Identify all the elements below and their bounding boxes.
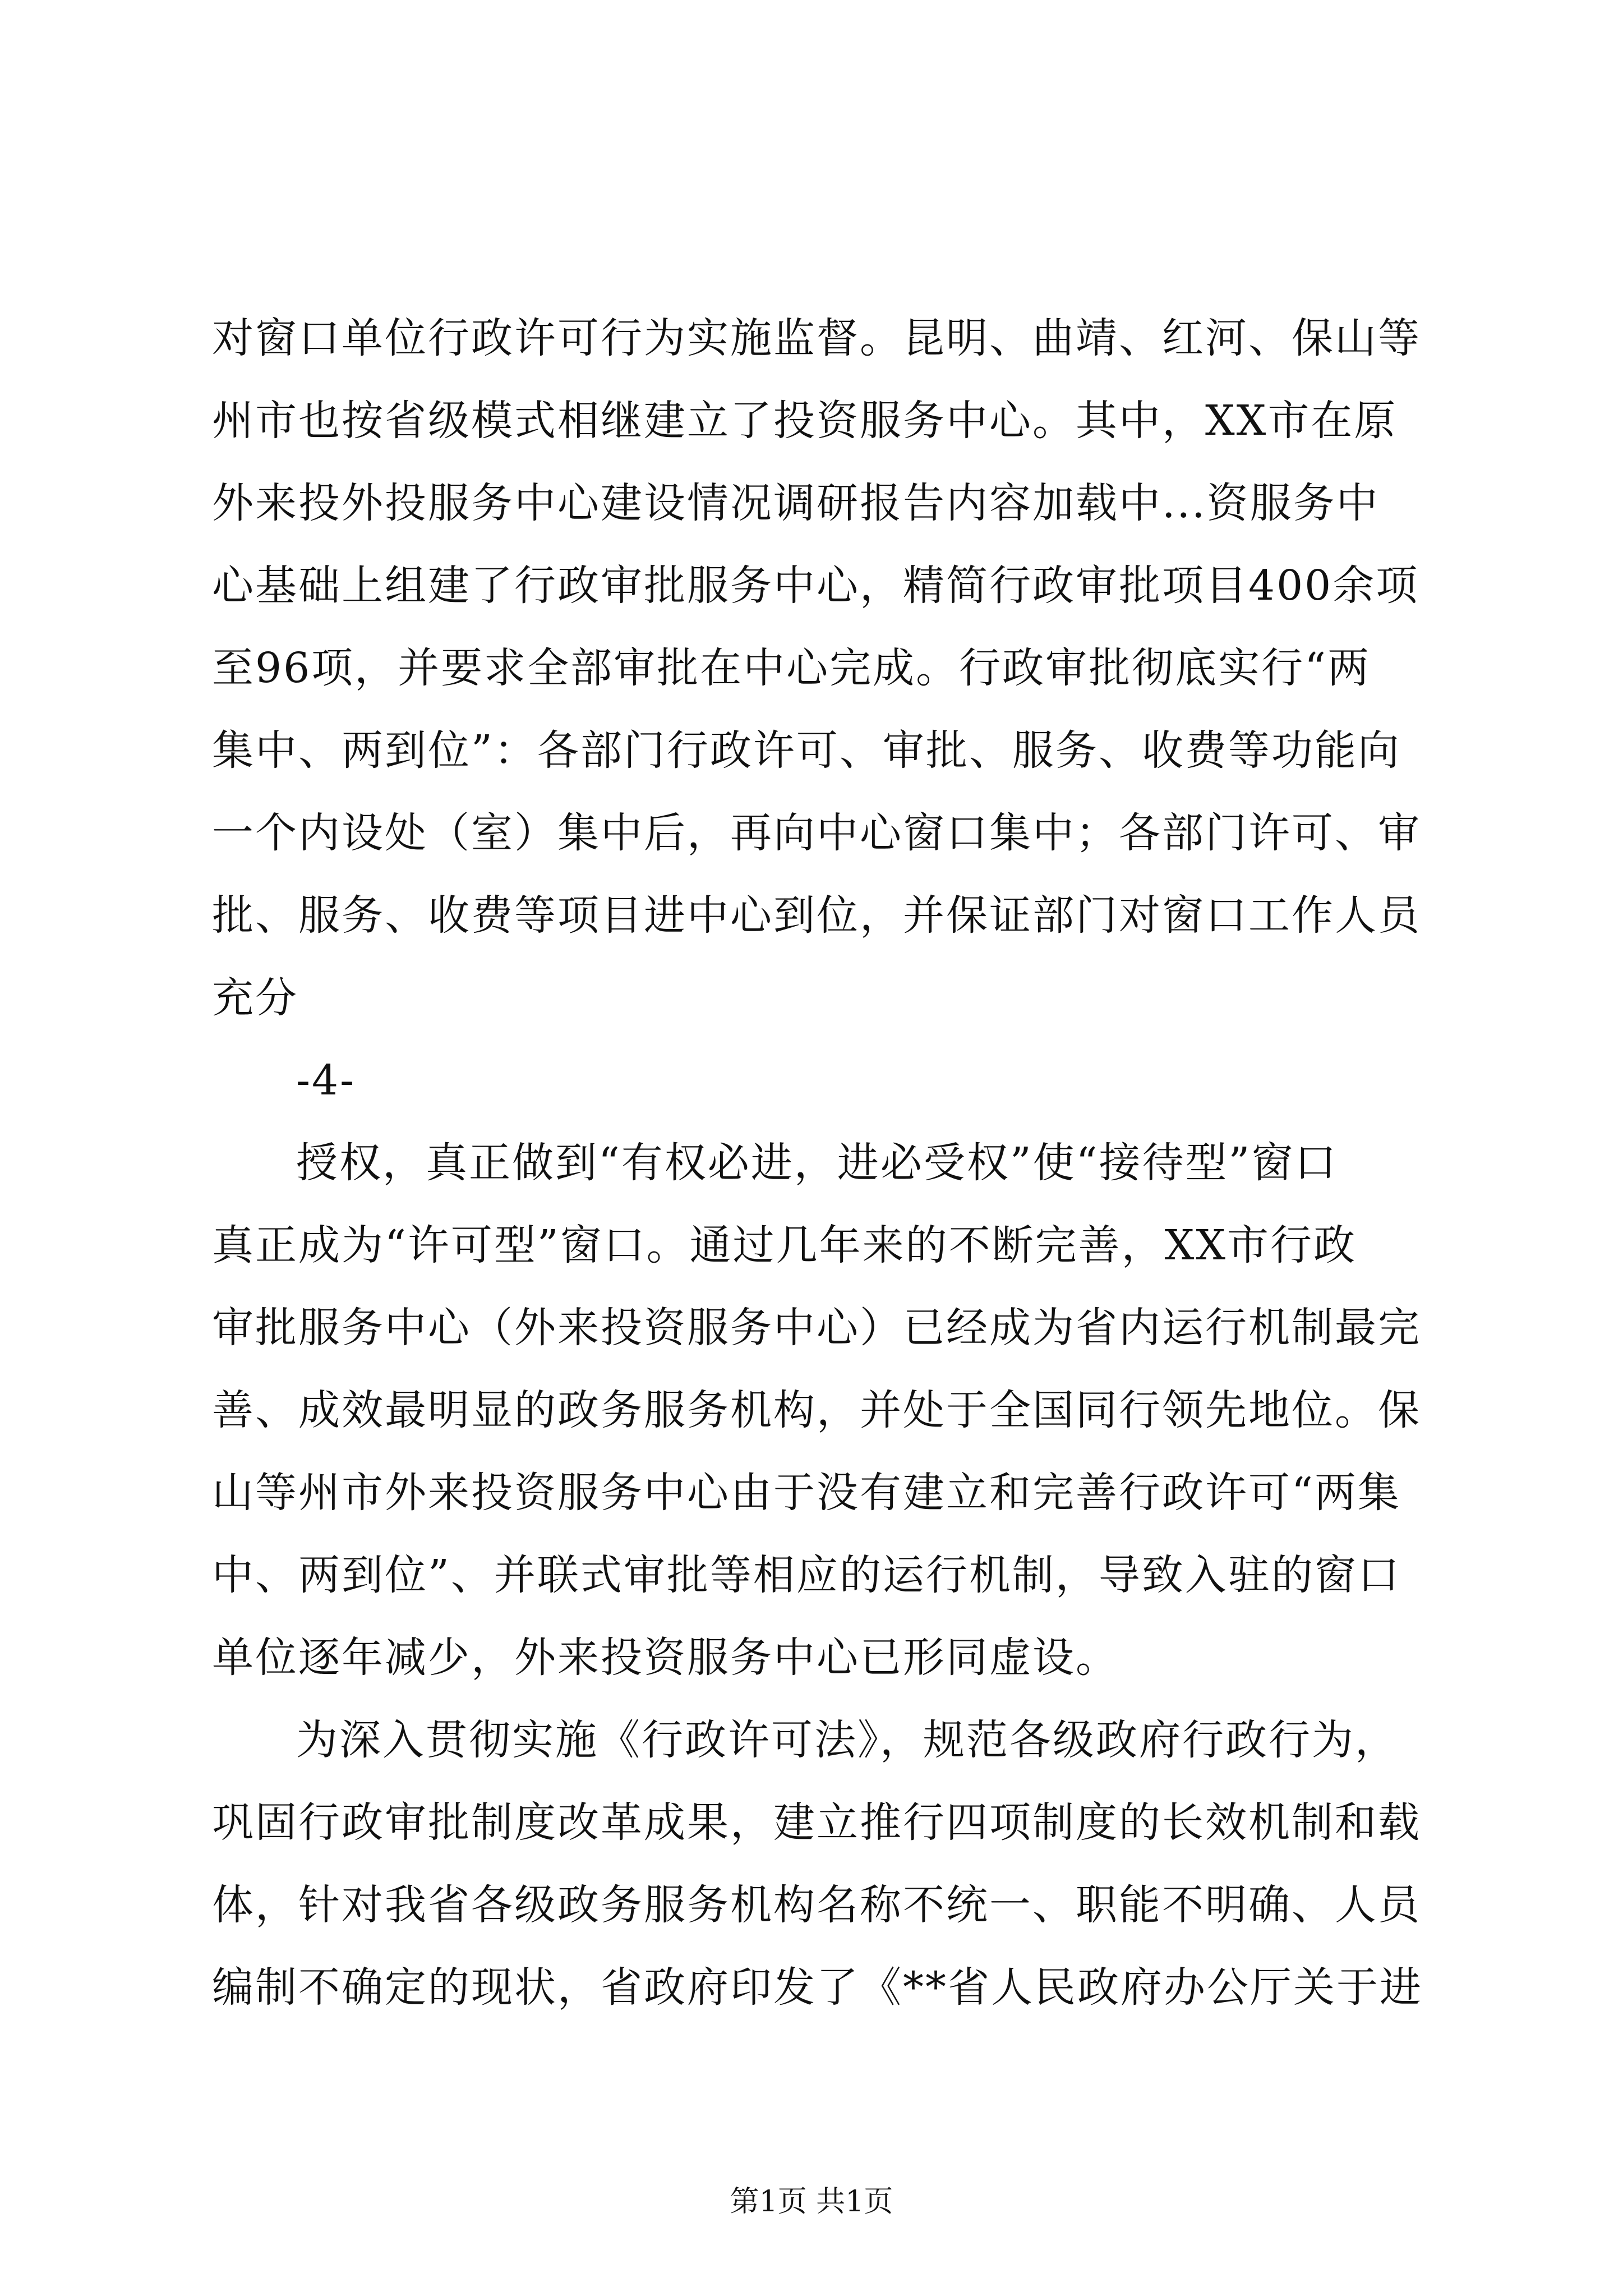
text-line: 中、两到位”、并联式审批等相应的运行机制，导致入驻的窗口: [212, 1551, 1401, 1599]
text-line: 至96项，并要求全部审批在中心完成。行政审批彻底实行“两: [212, 644, 1371, 692]
text-line: 一个内设处（室）集中后，再向中心窗口集中；各部门许可、审: [212, 809, 1421, 857]
page-marker: -4-: [296, 1056, 356, 1105]
paragraph-first-line: 授权，真正做到“有权必进，进必受权”使“接待型”窗口: [296, 1139, 1338, 1187]
text-line: 审批服务中心（外来投资服务中心）已经成为省内运行机制最完: [212, 1304, 1421, 1352]
document-body: [212, 297, 1423, 2029]
text-line: 体，针对我省各级政务服务机构名称不统一、职能不明确、人员: [212, 1881, 1421, 1929]
text-line: 集中、两到位”：各部门行政许可、审批、服务、收费等功能向: [212, 726, 1401, 775]
text-line: 对窗口单位行政许可行为实施监督。昆明、曲靖、红河、保山等: [212, 314, 1421, 362]
text-line: 充分: [212, 974, 298, 1022]
text-line: 州市也按省级模式相继建立了投资服务中心。其中，XX市在原: [212, 397, 1398, 445]
text-line: 心基础上组建了行政审批服务中心，精简行政审批项目400余项: [212, 562, 1419, 610]
text-line: 编制不确定的现状，省政府印发了《**省人民政府办公厅关于进: [212, 1963, 1423, 2012]
text-line: 真正成为“许可型”窗口。通过几年来的不断完善，XX市行政: [212, 1221, 1357, 1269]
page-footer: 第1页 共1页: [730, 2185, 893, 2219]
text-line: 山等州市外来投资服务中心由于没有建立和完善行政许可“两集: [212, 1469, 1401, 1517]
text-line: 单位逐年减少，外来投资服务中心已形同虚设。: [212, 1634, 1119, 1682]
paragraph-first-line: 为深入贯彻实施《行政许可法》，规范各级政府行政行为，: [296, 1716, 1398, 1764]
text-line: 善、成效最明显的政务服务机构，并处于全国同行领先地位。保: [212, 1386, 1421, 1434]
text-line: 批、服务、收费等项目进中心到位，并保证部门对窗口工作人员: [212, 891, 1421, 940]
text-line: 外来投外投服务中心建设情况调研报告内容加载中...资服务中: [212, 479, 1380, 527]
text-line: 巩固行政审批制度改革成果，建立推行四项制度的长效机制和载: [212, 1798, 1421, 1847]
